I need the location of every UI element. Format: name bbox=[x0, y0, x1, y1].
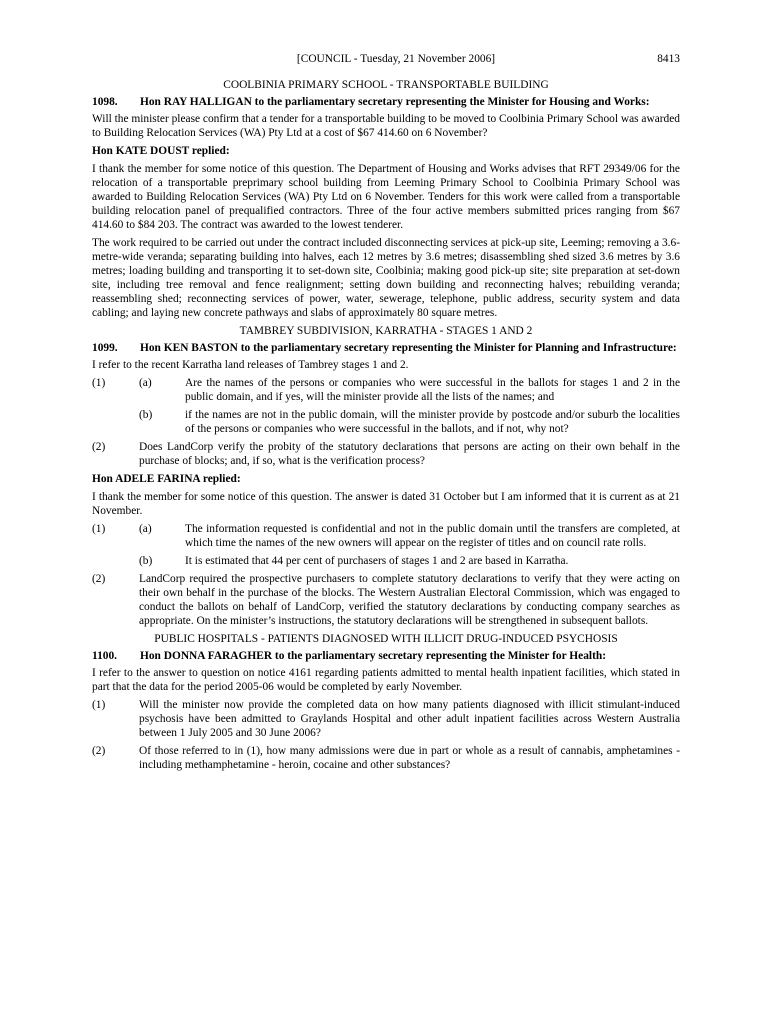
page-number: 8413 bbox=[657, 53, 680, 65]
question-text: Will the minister please confirm that a tender for a transportable building to be moved to Coolbinia Primary School was awarded to Building Relocation Services (WA) Pty Ltd at a cost of $67 414.60 on 6 November? bbox=[92, 113, 680, 139]
question-part bbox=[92, 408, 680, 436]
question-title-row bbox=[92, 95, 680, 109]
section-heading: PUBLIC HOSPITALS - PATIENTS DIAGNOSED WITH ILLICIT DRUG-INDUCED PSYCHOSIS bbox=[154, 633, 618, 645]
page-header-title: [COUNCIL - Tuesday, 21 November 2006] bbox=[296, 53, 496, 65]
answer-intro: I thank the member for some notice of this question. The answer is dated 31 October but I am informed that it is current as at 21 November. bbox=[92, 491, 680, 517]
question-title-row bbox=[92, 649, 680, 663]
part-number: (2) bbox=[92, 745, 106, 757]
question-title: Hon RAY HALLIGAN to the parliamentary secretary representing the Minister for Housing and Works: bbox=[140, 96, 650, 108]
question-number: 1098. bbox=[92, 96, 118, 108]
question-part bbox=[92, 440, 680, 468]
question-part bbox=[92, 744, 680, 772]
question-title-row bbox=[92, 341, 680, 355]
subpart-letter: (a) bbox=[139, 377, 152, 389]
question-part-text: Will the minister now provide the completed data on how many patients diagnosed with illicit stimulant-induced psychosis have been admitted to Graylands Hospital and other adult inpatient facilities across Western Australia between 1 July 2005 and 30 June 2006? bbox=[139, 699, 680, 739]
section-1099 bbox=[92, 324, 680, 628]
part-number: (2) bbox=[92, 441, 106, 453]
answer-part bbox=[92, 522, 680, 550]
page-header bbox=[92, 52, 680, 66]
answer-part-text: The information requested is confidential and not in the public domain until the transfers are completed, at which time the names of the new owners will appear on the register of titles and on council rate rolls. bbox=[185, 523, 680, 549]
subpart-letter: (b) bbox=[139, 555, 153, 567]
question-part-text: Of those referred to in (1), how many admissions were due in part or whole as a result of cannabis, amphetamines - including methamphetamine - heroin, cocaine and other substances? bbox=[139, 745, 680, 771]
replier: Hon ADELE FARINA replied: bbox=[92, 473, 241, 485]
part-number: (1) bbox=[92, 377, 106, 389]
question-title: Hon KEN BASTON to the parliamentary secretary representing the Minister for Planning and Infrastructure: bbox=[140, 342, 677, 354]
answer-part-text: It is estimated that 44 per cent of purchasers of stages 1 and 2 are based in Karratha. bbox=[185, 555, 569, 567]
part-number: (1) bbox=[92, 523, 106, 535]
question-title: Hon DONNA FARAGHER to the parliamentary secretary representing the Minister for Health: bbox=[140, 650, 606, 662]
question-part bbox=[92, 376, 680, 404]
question-intro: I refer to the recent Karratha land releases of Tambrey stages 1 and 2. bbox=[92, 359, 409, 371]
answer-paragraph: I thank the member for some notice of this question. The Department of Housing and Works advises that RFT 29349/06 for the relocation of a transportable preprimary school building from Leeming Primary School to Coolbinia Primary School was awarded to Building Relocation Services (WA) Pty Ltd on 6 November. Tenders for this work were called from a transportable building relocation panel of prequalified contractors. Three of the four active members submitted prices ranging from $67 414.60 to $84 203. The contract was awarded to the lowest tenderer. bbox=[92, 163, 680, 231]
question-part-text: Does LandCorp verify the probity of the statutory declarations that persons are acting on their own behalf in the purchase of blocks; and, if so, what is the verification process? bbox=[139, 441, 680, 467]
question-part bbox=[92, 698, 680, 740]
section-1100 bbox=[92, 632, 680, 772]
answer-paragraph: The work required to be carried out under the contract included disconnecting services at pick-up site, Leeming; removing a 3.6-metre-wide veranda; separating building into halves, each 12 metres by 3.6 metres; disassembling shed sized 3.6 metres by 3.6 metres; loading building and transporting it to set-down site, Coolbinia; making good pick-up site; site preparation at set-down site, including tree removal and fence realignment; setting down building and reconnecting halves; rebuilding veranda; reassembling shed; reconnecting services of power, water, sewerage, telephone, public address, security system and data cabling; and laying new concrete pathways and slabs of approximately 80 square metres. bbox=[92, 237, 680, 319]
question-number: 1099. bbox=[92, 342, 118, 354]
hansard-page bbox=[92, 52, 680, 776]
part-number: (1) bbox=[92, 699, 106, 711]
subpart-letter: (b) bbox=[139, 409, 153, 421]
answer-part bbox=[92, 572, 680, 628]
subpart-letter: (a) bbox=[139, 523, 152, 535]
question-number: 1100. bbox=[92, 650, 117, 662]
answer-part bbox=[92, 554, 680, 568]
replier: Hon KATE DOUST replied: bbox=[92, 145, 230, 157]
question-intro: I refer to the answer to question on notice 4161 regarding patients admitted to mental health inpatient facilities, which stated in part that the data for the period 2005-06 would be completed by early November. bbox=[92, 667, 680, 693]
answer-part-text: LandCorp required the prospective purchasers to complete statutory declarations to verify that they were acting on their own behalf in the purchase of the blocks. The Western Australian Electoral Commission, which was engaged to conduct the ballots on behalf of LandCorp, verified the statutory declarations by conducting company searches as appropriate. On the minister’s instructions, the statutory declarations will be strengthened in subsequent ballots. bbox=[139, 573, 680, 627]
part-number: (2) bbox=[92, 573, 106, 585]
section-heading: TAMBREY SUBDIVISION, KARRATHA - STAGES 1 AND 2 bbox=[239, 325, 533, 337]
question-part-text: if the names are not in the public domain, will the minister provide by postcode and/or suburb the localities of the persons or companies who were successful in the ballots, and if not, why not? bbox=[185, 409, 680, 435]
question-part-text: Are the names of the persons or companies who were successful in the ballots for stages 1 and 2 in the public domain, and if yes, will the minister provide all the lists of the names; and bbox=[185, 377, 680, 403]
section-1098 bbox=[92, 78, 680, 320]
section-heading: COOLBINIA PRIMARY SCHOOL - TRANSPORTABLE BUILDING bbox=[223, 79, 549, 91]
